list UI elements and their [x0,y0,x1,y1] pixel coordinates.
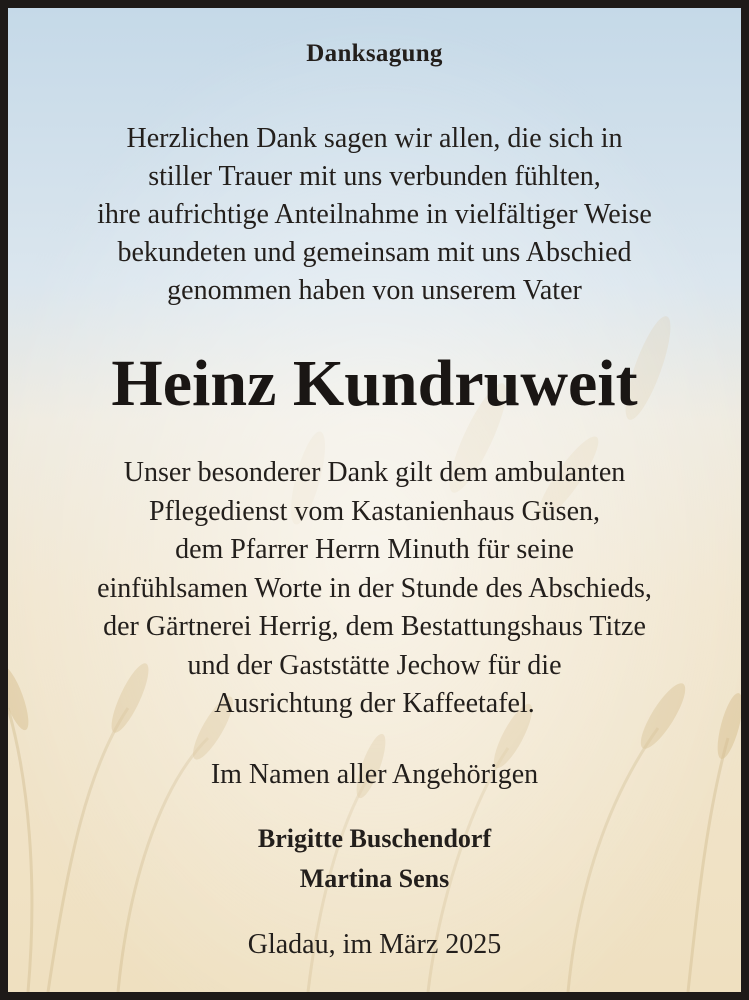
thanks-line: einfühlsamen Worte in der Stunde des Abschieds, [97,572,652,604]
thanks-line: Unser besonderer Dank gilt dem ambulanten [123,457,626,488]
place-and-date: Gladau, im März 2025 [247,929,502,960]
thanks-line: Pflegedienst vom Kastanienhaus Güsen, [148,495,601,527]
signer-name: Martina Sens [299,864,450,893]
intro-line: Herzlichen Dank sagen wir allen, die sich in [126,123,623,154]
thanks-line: und der Gaststätte Jechow für die [187,649,562,681]
signer-name: Brigitte Buschendorf [257,824,492,853]
intro-paragraph [8,120,741,310]
thanks-line: dem Pfarrer Herrn Minuth für seine [175,534,574,565]
thanks-line: Ausrichtung der Kaffeetafel. [214,688,535,719]
deceased-name: Heinz Kundruweit [111,347,638,420]
notice-heading: Danksagung [306,40,443,67]
signers [8,819,741,899]
on-behalf-line: Im Namen aller Angehörigen [210,759,539,790]
intro-line: stiller Trauer mit uns verbunden fühlten, [148,161,601,192]
intro-line: genommen haben von unserem Vater [167,275,582,306]
intro-line: bekundeten und gemeinsam mit uns Abschied [117,237,632,268]
thanks-line: der Gärtnerei Herrig, dem Bestattungshaus Titze [103,611,646,642]
thanks-paragraph [8,454,741,724]
intro-line: ihre aufrichtige Anteilnahme in vielfältiger Weise [97,199,652,230]
